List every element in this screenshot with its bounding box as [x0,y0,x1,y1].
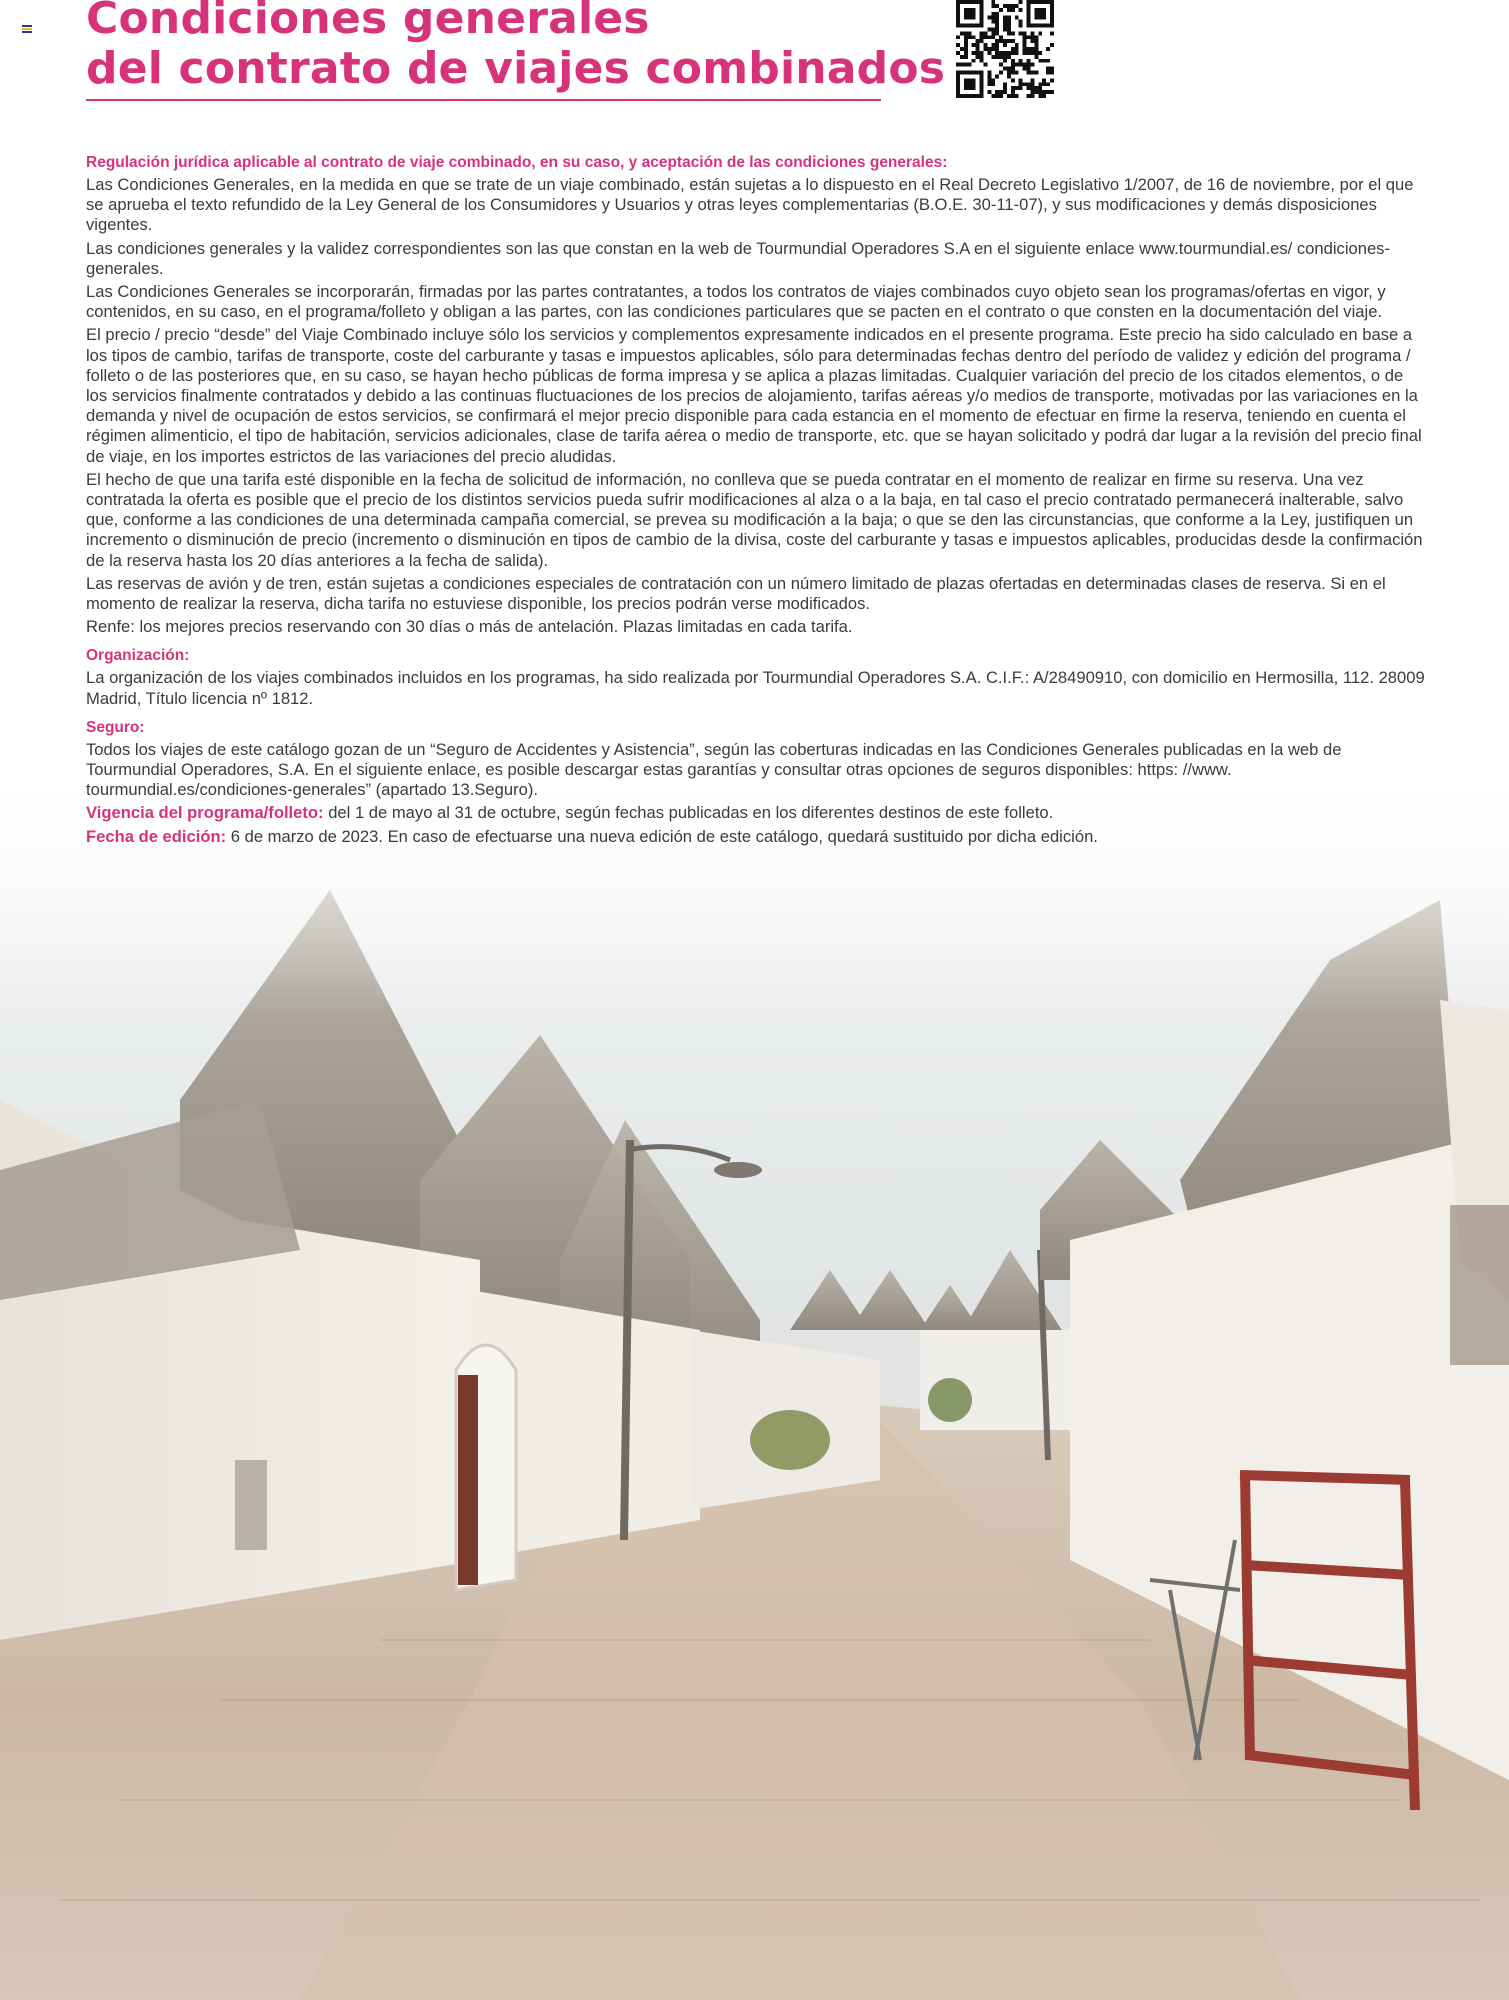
title-line-2: del contrato de viajes combinados [86,43,946,94]
edicion-text: 6 de marzo de 2023. En caso de efectuarse una nueva edición de este catálogo, quedará sustituido por dicha edición. [226,826,1098,846]
paragraph: El hecho de que una tarifa esté disponible en la fecha de solicitud de información, no conlleva que se pueda contratar en el momento de realizar en firme su reserva. Una vez contratada la oferta es posible que el precio de los distintos servicios pueda sufrir modificaciones al alza o a la baja, en tal caso el precio contratado permanecerá inalterable, salvo que, conforme a las condiciones de una determinada campaña comercial, se prevea su modificación a la baja; o que se den las circunstancias, que conforme a la Ley, justifiquen un incremento o disminución de precio (incremento o disminución en tipos de cambio de la divisa, coste del carburante y tasas e impuestos aplicables, producidas desde la confirmación de la reserva hasta los 20 días anteriores a la fecha de salida). [86,469,1423,570]
heading-organizacion: Organización: [86,647,190,665]
vigencia-line [86,803,1426,823]
edicion-line [86,827,1426,847]
vigencia-text: del 1 de mayo al 31 de octubre, según fechas publicadas en los diferentes destinos de este folleto. [323,803,1054,823]
organizacion-text: La organización de los viajes combinados incluidos en los programas, ha sido realizada por Tourmundial Operadores S.A. C.I.F.: A/28490910, con domicilio en Hermosilla, 112. 28009 Madrid, Título licencia nº 1812. [86,668,1425,708]
page-title [86,0,946,94]
paragraph: Las Condiciones Generales se incorporarán, firmadas por las partes contratantes, a todos los contratos de viajes combinados cuyo objeto sean los programas/ofertas en vigor, y contenidos, en su caso, en el programa/folleto y obligan a las partes, con las condiciones particulares que se pacten en el contrato o que consten en la documentación del viaje. [86,282,1386,322]
title-line-1: Condiciones generales [86,0,650,44]
paragraph: El precio / precio “desde” del Viaje Combinado incluye sólo los servicios y complementos expresamente indicados en el presente programa. Este precio ha sido calculado en base a los tipos de cambio, tarifas de transporte, coste del carburante y tasas e impuestos aplicables, sólo para determinadas fechas dentro del período de validez y edición del programa / folleto o de las posteriores que, en su caso, se hayan hecho públicas de forma impresa y se aplica a plazas limitadas. Cualquier variación del precio de los citados elementos, o de los servicios finalmente contratados y debido a las continuas fluctuaciones de los precios de alojamiento, tarifas aéreas y/o medios de transporte, motivadas por las variaciones en la demanda y nivel de ocupación de estos servicios, se confirmará el mejor precio disponible para cada estancia en el momento de efectuar en firme la reserva, teniendo en cuenta el régimen alimenticio, el tipo de habitación, servicios adicionales, clase de tarifa aérea o medio de transporte, etc. que se hayan solicitado y podrá dar lugar a la revisión del precio final de viaje, en los importes estrictos de las variaciones del precio aludidas. [86,325,1422,466]
paragraph: Las Condiciones Generales, en la medida en que se trate de un viaje combinado, están sujetas a lo dispuesto en el Real Decreto Legislativo 1/2007, de 16 de noviembre, por el que se aprueba el texto refundido de la Ley General de los Consumidores y Usuarios y otras leyes complementarias (B.O.E. 30-11-07), y sus modificaciones y demás disposiciones vigentes. [86,175,1414,235]
paragraph: Las reservas de avión y de tren, están sujetas a condiciones especiales de contratación con un número limitado de plazas ofertadas en determinadas clases de reserva. Si en el momento de realizar la reserva, dicha tarifa no estuviese disponible, los precios podrán verse modificados. [86,573,1386,614]
paragraph: Las condiciones generales y la validez correspondientes son las que constan en la web de Tourmundial Operadores S.A en el siguiente enlace www.tourmundial.es/ condiciones-generales. [86,238,1391,278]
heading-regulacion: Regulación jurídica aplicable al contrato de viaje combinado, en su caso, y aceptación de las condiciones generales: [86,154,948,171]
vigencia-label: Vigencia del programa/folleto: [86,803,324,823]
heading-seguro: Seguro: [86,718,145,736]
seguro-text: Todos los viajes de este catálogo gozan de un “Seguro de Accidentes y Asistencia”, según las coberturas indicadas en las Condiciones Generales publicadas en la web de Tourmundial Operadores, S.A. En el siguiente enlace, es posible descargar estas garantías y consultar otras opciones de seguros disponibles: https: //www. tourmundial.es/condiciones-generales” (apartado 13.Seguro). [86,739,1342,800]
title-underline [86,99,881,101]
conditions-text [86,153,1426,850]
edicion-label: Fecha de edición: [86,826,227,846]
qr-code[interactable] [956,0,1054,98]
corner-mark-icon [22,24,32,34]
paragraph: Renfe: los mejores precios reservando con 30 días o más de antelación. Plazas limitadas en cada tarifa. [86,617,853,637]
